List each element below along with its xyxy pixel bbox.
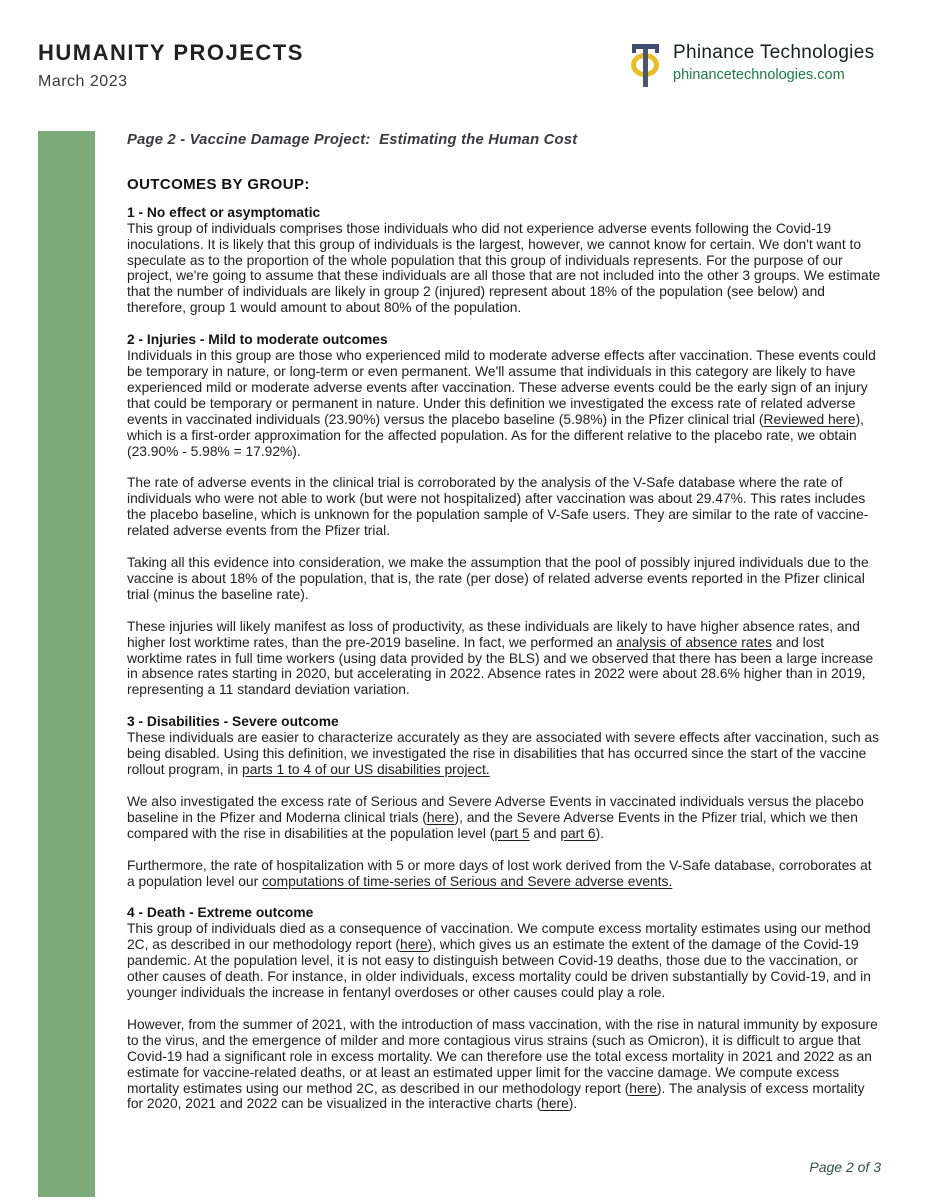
phinance-logo-icon [631,43,661,89]
paragraph [127,555,883,603]
outcomes-section-header: OUTCOMES BY GROUP: [127,175,310,193]
document-content [127,133,883,1128]
inline-link[interactable]: computations of time-series of Serious and Severe adverse events. [262,873,673,889]
inline-link[interactable]: here [541,1096,569,1112]
brand-url-link[interactable]: phinancetechnologies.com [673,67,845,83]
report-title: HUMANITY PROJECTS [38,40,304,65]
text-run: ), which gives us an estimate the extent of the damage of the Covid-19 pandemic. At the population level, it is not easy to distinguish between Covid-19 deaths, those due to the vaccination, or other causes of death. For instance, in older individuals, excess mortality could be driven substantially by Covid-19, and in younger individuals the increase in fentanyl overdoses or other causes could play a role. [127,937,871,1000]
brand-block [631,42,874,89]
text-run: Individuals in this group are those who experienced mild to moderate adverse effects after vaccination. These events could be temporary in nature, or long-term or even permanent. We'll assume that individuals in this category are likely to have experienced mild or moderate adverse events after vaccination. These adverse events could be the early sign of an injury that could be temporary or permanent in nature. Under this definition we investigated the excess rate of related adverse events in vaccinated individuals (23.90%) versus the placebo baseline (5.98%) in the Pfizer clinical trial ( [127,348,876,427]
inline-link[interactable]: parts 1 to 4 of our US disabilities project. [242,762,490,777]
paragraph [127,619,883,699]
inline-link[interactable]: part 6 [560,825,596,841]
text-run: The rate of adverse events in the clinical trial is corroborated by the analysis of the V-Safe database where the rate of individuals who were not able to work (but were not hospitalized) after vaccination was about 29.47%. This rates includes the placebo baseline, which is unknown for the population sample of V-Safe users. They are similar to the rate of vaccine-related adverse events from the Pfizer trial. [127,475,869,539]
text-run: ). The analysis of excess mortality for 2020, 2021 and 2022 can be visualized in the interactive charts ( [127,1080,865,1112]
inline-link[interactable]: analysis of absence rates [616,634,772,650]
paragraph [127,221,883,316]
paragraph [127,730,883,778]
brand-text [673,42,874,83]
text-run: and lost worktime rates in full time workers (using data provided by the BLS) and we observed that there has been a large increase in absence rates starting in 2020, but accelerating in 2022. Absence rates in 2022 were about 28.6% higher than in 2019, representing a 11 standard deviation variation. [127,634,874,698]
paragraph [127,475,883,539]
paragraph [127,348,883,459]
group-heading: 2 - Injuries - Mild to moderate outcomes [127,332,388,348]
group-heading: 1 - No effect or asymptomatic [127,204,321,220]
paragraph [127,794,883,842]
group-heading: 4 - Death - Extreme outcome [127,905,314,921]
inline-link[interactable]: Reviewed here [763,411,856,427]
text-run: This group of individuals died as a consequence of vaccination. We compute excess mortality estimates using our method 2C, as described in our methodology report ( [127,921,871,953]
document-body [127,205,883,1113]
group-heading: 3 - Disabilities - Severe outcome [127,714,339,730]
text-run: Taking all this evidence into consideration, we make the assumption that the pool of possibly injured individuals due to the vaccine is about 18% of the population, that is, the rate (per dose) of related adverse events reported in the Pfizer clinical trial (minus the baseline rate). [127,555,869,602]
paragraph [127,1017,883,1112]
page-number: Page 2 of 3 [809,1159,881,1175]
page-title: Page 2 - Vaccine Damage Project: Estimating the Human Cost [127,132,578,148]
logo-serif-shape [632,49,636,53]
text-run: ), and the Severe Adverse Events in the Pfizer trial, which we then compared with the rise in disabilities at the population level ( [127,809,858,841]
text-run: ), which is a first-order approximation for the affected population. As for the different relative to the placebo rate, we obtain (23.90% - 5.98% = 17.92%). [127,411,864,459]
report-header [38,40,304,91]
accent-sidebar [38,131,95,1197]
inline-link[interactable]: here [629,1080,657,1096]
inline-link[interactable]: part 5 [494,825,530,841]
text-run: We also investigated the excess rate of Serious and Severe Adverse Events in vaccinated individuals versus the placebo baseline in the Pfizer and Moderna clinical trials ( [127,793,864,825]
text-run: ). [595,825,605,841]
text-run: Furthermore, the rate of hospitalization with 5 or more days of lost work derived from the V-Safe database, corroborates at a population level our [127,857,872,889]
paragraph [127,858,883,890]
brand-name: Phinance Technologies [673,42,875,63]
text-run: These individuals are easier to characterize accurately as they are associated with severe effects after vaccination, such as being disabled. Using this definition, we investigated the rise in disabilities that has occurred since the start of the vaccine rollout program, in [127,730,880,777]
text-run: and [529,825,561,841]
logo-serif-shape [655,49,659,53]
text-run: These injuries will likely manifest as loss of productivity, as these individuals are likely to have higher absence rates, and higher lost worktime rates, than the pre-2019 baseline. In fact, we performed an [127,618,860,650]
text-run: This group of individuals comprises those individuals who did not experience adverse events following the Covid-19 inoculations. It is likely that this group of individuals is the largest, however, we cannot know for certain. We don't want to speculate as to the proportion of the whole population that this group of individuals represents. For the purpose of our project, we're going to assume that these individuals are all those that are not included into the other 3 groups. We estimate that the number of individuals are likely in group 2 (injured) represent about 18% of the population (see below) and therefore, group 1 would amount to about 80% of the population. [127,220,881,316]
logo-stem-shape [643,46,648,87]
report-date: March 2023 [38,73,128,90]
inline-link[interactable]: here [400,937,428,953]
inline-link[interactable]: here [426,809,455,825]
text-run: However, from the summer of 2021, with the introduction of mass vaccination, with the rise in natural immunity by exposure to the virus, and the emergence of milder and more contagious virus strains (such as Omicron), it is difficult to argue that Covid-19 had a significant role in excess mortality. We can therefore use the total excess mortality in 2021 and 2022 as an estimate for vaccine-related deaths, or at least an estimated upper limit for the vaccine damage. We compute excess mortality estimates using our method 2C, as described in our methodology report ( [127,1016,878,1096]
text-run: ). [568,1096,578,1112]
paragraph [127,921,883,1001]
